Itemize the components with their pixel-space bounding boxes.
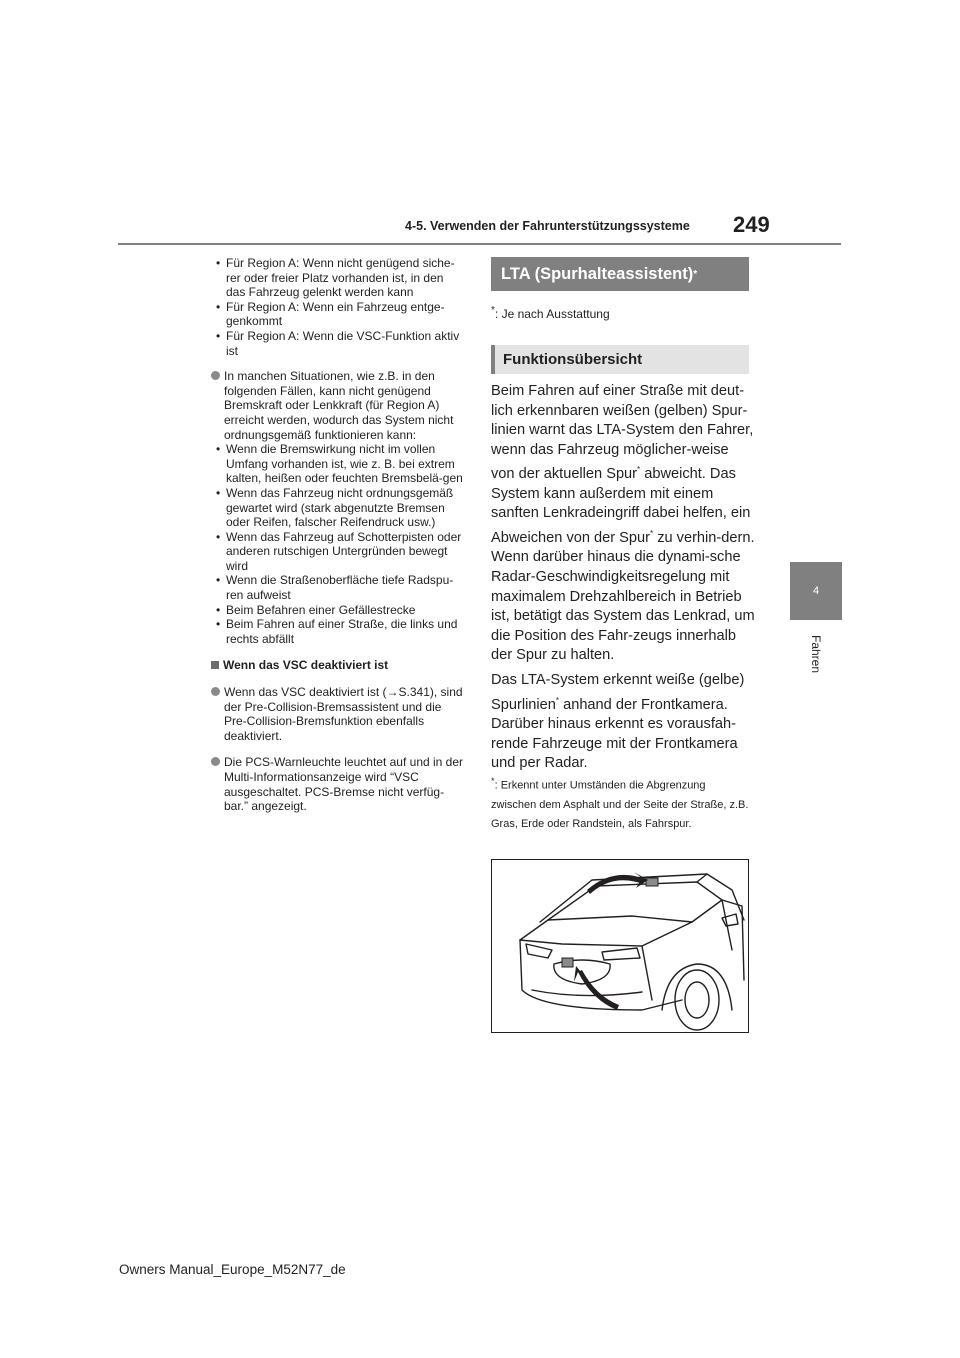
subheading: Wenn das VSC deaktiviert ist (211, 658, 466, 673)
document-footer: Owners Manual_Europe_M52N77_de (119, 1262, 346, 1277)
chapter-tab-label (796, 632, 836, 676)
vehicle-illustration (491, 859, 749, 1033)
list-item: • Für Region A: Wenn nicht genügend siche-rer oder freier Platz vorhanden ist, in den das Fahrzeug gelenkt werden kann (216, 256, 455, 300)
bullet-paragraph: In manchen Situationen, wie z.B. in den folgenden Fällen, kann nicht genügend Bremskraft oder Lenkkraft (für Region A) erreicht werden, wodurch das System nicht ordnungsgemäß funktionieren kann: (211, 369, 466, 442)
bullet-icon (211, 757, 220, 766)
square-bullet-icon (211, 661, 219, 669)
chapter-label: Fahren (809, 634, 823, 674)
bullet-paragraph: Wenn das VSC deaktiviert ist (→S.341), sind der Pre-Collision-Bremsassistent und die Pre-Collision-Bremsfunktion ebenfalls deaktiviert. (211, 685, 466, 743)
header-divider (118, 243, 841, 245)
paragraph: Beim Fahren auf einer Straße mit deut-lich erkennbaren weißen (gelben) Spur-linien warnt das LTA-System den Fahrer, wenn das Fahrzeug möglicher-weise von der aktuellen Spur* abweicht. Das System kann außerdem mit einem sanften Lenkradeingriff dabei helfen, ein Abweichen von der Spur* zu verhin-dern. Wenn darüber hinaus die dynami-sche Radar-Geschwindigkeitsregelung mit maximalem Drehzahlbereich in Betrieb ist, betätigt das System das Lenkrad, um die Position des Fahr-zeugs innerhalb der Spur zu halten. (491, 383, 755, 664)
paragraph: Das LTA-System erkennt weiße (gelbe) Spurlinien* anhand der Frontkamera. Darüber hinaus erkennt es vorausfah-rende Fahrzeuge mit der Frontkamera und per Radar. (491, 672, 745, 772)
subsection-heading: Funktionsübersicht (491, 345, 749, 374)
list-item: • Beim Fahren auf einer Straße, die links und rechts abfällt (216, 617, 458, 646)
section-title: 4-5. Verwenden der Fahrunterstützungssysteme (405, 219, 690, 233)
car-camera-radar-drawing (492, 860, 748, 1032)
list-item: • Für Region A: Wenn ein Fahrzeug entge-genkommt (216, 299, 445, 329)
chapter-tab (790, 562, 842, 620)
section-heading-lta: LTA (Spurhalteassistent) * (491, 257, 749, 291)
list-item: • Wenn die Bremswirkung nicht im vollen Umfang vorhanden ist, wie z. B. bei extrem kalten, heißen oder feuchten Bremsbelä-gen (216, 442, 463, 486)
bullet-paragraph: Die PCS-Warnleuchte leuchtet auf und in der Multi-Informationsanzeige wird “VSC ausgeschaltet. PCS-Bremse nicht verfüg-bar.” angezeigt. (211, 755, 466, 813)
bullet-icon (211, 687, 220, 696)
list-item: • Wenn das Fahrzeug nicht ordnungsgemäß gewartet wird (stark abgenutzte Bremsen oder Reifen, falscher Reifendruck usw.) (216, 485, 454, 530)
bullet-icon (211, 371, 220, 380)
availability-note: *: Je nach Ausstattung (491, 305, 610, 321)
list-item: • Beim Befahren einer Gefällestrecke (216, 602, 416, 617)
list-item: • Für Region A: Wenn die VSC-Funktion aktiv ist (216, 328, 460, 358)
list-item: • Wenn das Fahrzeug auf Schotterpisten oder anderen rutschigen Untergründen bewegt wird (216, 529, 462, 573)
left-column (211, 256, 466, 814)
body-text (491, 382, 756, 779)
footnote: *: Erkennt unter Umständen die Abgrenzung zwischen dem Asphalt und der Seite der Straße, z.B. Gras, Erde oder Randstein, als Fahrspur. (491, 776, 749, 830)
list-item: • Wenn die Straßenoberfläche tiefe Radspu-ren aufweist (216, 573, 454, 603)
page-number: 249 (733, 212, 770, 237)
chapter-number: 4 (812, 585, 820, 597)
